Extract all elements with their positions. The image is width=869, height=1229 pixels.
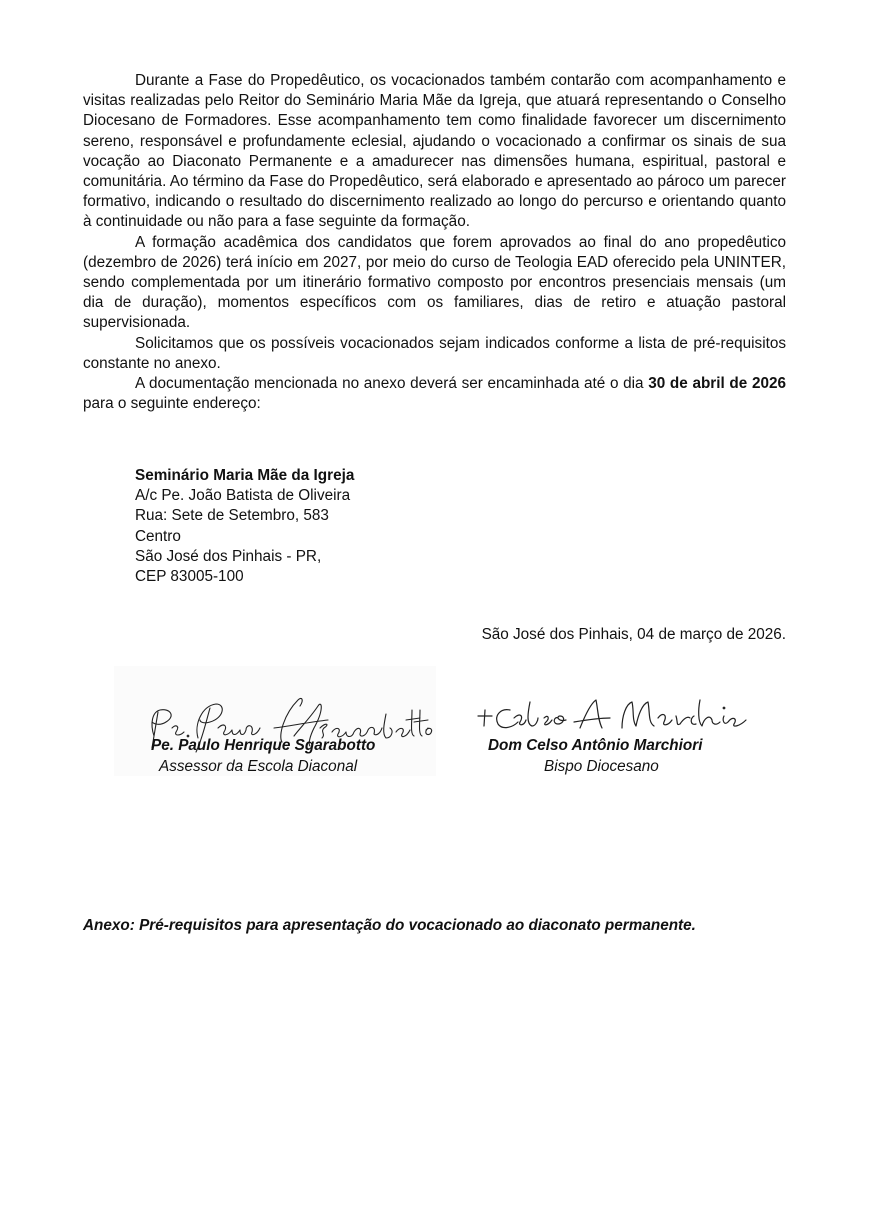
signature-block-bishop [462, 666, 762, 776]
deadline-date: 30 de abril de 2026 [648, 375, 786, 393]
letter-body [83, 71, 786, 414]
paragraph-request: Solicitamos que os possíveis vocacionados sejam indicados conforme a lista de pré-requisitos constante no anexo. [83, 334, 786, 372]
address-street: Rua: Sete de Setembro, 583 [135, 507, 329, 525]
paragraph-academic-formation: A formação acadêmica dos candidatos que forem aprovados ao final do ano propedêutico (dezembro de 2026) terá início em 2027, por meio do curso de Teologia EAD oferecido pela UNINTER, sendo complementada por um itinerário formativo composto por encontros presenciais mensais (um dia de duração), momentos específicos com os familiares, dias de retiro e atuação pastoral supervisionada. [83, 233, 786, 332]
paragraph-deadline [83, 374, 786, 414]
signatory-name-assessor: Pe. Paulo Henrique Sgarabotto [151, 737, 376, 754]
address-city: São José dos Pinhais - PR, [135, 547, 322, 565]
signatory-role-bishop: Bispo Diocesano [544, 758, 659, 775]
place-and-date: São José dos Pinhais, 04 de março de 2026. [481, 626, 786, 643]
mailing-address [135, 466, 354, 587]
address-district: Centro [135, 527, 181, 545]
signatory-role-assessor: Assessor da Escola Diaconal [159, 758, 358, 775]
deadline-text-after: para o seguinte endereço: [83, 395, 261, 413]
signature-block-assessor [114, 666, 436, 776]
address-name: Seminário Maria Mãe da Igreja [135, 467, 355, 484]
address-zip: CEP 83005-100 [135, 568, 244, 586]
annex-note: Anexo: Pré-requisitos para apresentação do vocacionado ao diaconato permanente. [83, 917, 696, 934]
signatory-name-bishop: Dom Celso Antônio Marchiori [488, 737, 703, 754]
paragraph-propedeutic: Durante a Fase do Propedêutico, os vocacionados também contarão com acompanhamento e visitas realizadas pelo Reitor do Seminário Maria Mãe da Igreja, que atuará representando o Conselho Diocesano de Formadores. Esse acompanhamento tem como finalidade favorecer um discernimento sereno, responsável e profundamente eclesial, ajudando o vocacionado a confirmar os sinais de sua vocação ao Diaconato Permanente e a amadurecer nas dimensões humana, espiritual, pastoral e comunitária. Ao término da Fase do Propedêutico, será elaborado e apresentado ao pároco um parecer formativo, indicando o resultado do discernimento realizado ao longo do percurso e orientando quanto à continuidade ou não para a fase seguinte da formação. [83, 72, 786, 231]
address-attention: A/c Pe. João Batista de Oliveira [135, 487, 351, 505]
deadline-text-before: A documentação mencionada no anexo deverá ser encaminhada até o dia [135, 375, 649, 393]
